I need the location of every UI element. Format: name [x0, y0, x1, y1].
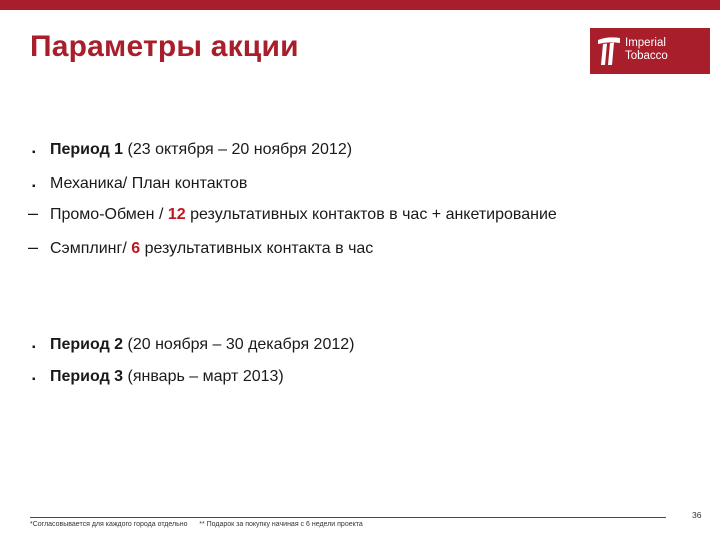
imperial-tobacco-logo: [590, 28, 710, 74]
list-item-sampling: [30, 239, 373, 259]
top-accent-bar: [0, 0, 720, 10]
sampling-text-post: результативных контакта в час: [140, 240, 374, 257]
logo-line-imperial: Imperial: [625, 37, 666, 49]
list-item-period-2: [30, 335, 354, 355]
dash-bullet-icon: –: [28, 203, 39, 223]
square-bullet-icon: ▪: [32, 374, 36, 385]
footnote-2: ** Подарок за покупку начиная с 6 недели проекта: [199, 521, 363, 528]
promo-contacts-number: 12: [167, 206, 186, 223]
period-3-label: Период 3: [50, 368, 124, 385]
square-bullet-icon: ▪: [32, 342, 36, 353]
list-item-mechanics: [30, 174, 247, 194]
sampling-text-pre: Сэмплинг/: [50, 240, 132, 257]
period-1-label: Период 1: [50, 141, 124, 158]
period-2-dates: (20 ноября – 30 декабря 2012): [123, 336, 355, 353]
list-item-period-1: [30, 140, 352, 160]
period-3-dates: (январь – март 2013): [123, 368, 284, 385]
page-title: Параметры акции: [30, 30, 299, 63]
promo-text-post: результативных контактов в час + анкетирование: [185, 206, 557, 223]
logo-mark-icon: [596, 35, 622, 67]
square-bullet-icon: ▪: [32, 181, 36, 192]
page-number: 36: [692, 510, 702, 520]
footnote: [30, 521, 363, 528]
footnote-1: *Согласовывается для каждого города отдельно: [30, 521, 188, 528]
list-item-promo-exchange: [30, 205, 557, 225]
logo-text: [625, 37, 668, 63]
list-item-period-3: [30, 367, 284, 387]
period-1-dates: (23 октября – 20 ноября 2012): [123, 141, 353, 158]
mechanics-label: Механика/ План контактов: [50, 175, 248, 192]
sampling-contacts-number: 6: [131, 240, 141, 257]
dash-bullet-icon: –: [28, 237, 39, 257]
promo-text-pre: Промо-Обмен /: [50, 206, 168, 223]
period-2-label: Период 2: [50, 336, 124, 353]
logo-line-tobacco: Tobacco: [625, 50, 668, 62]
footer-divider: [30, 517, 666, 518]
square-bullet-icon: ▪: [32, 147, 36, 158]
